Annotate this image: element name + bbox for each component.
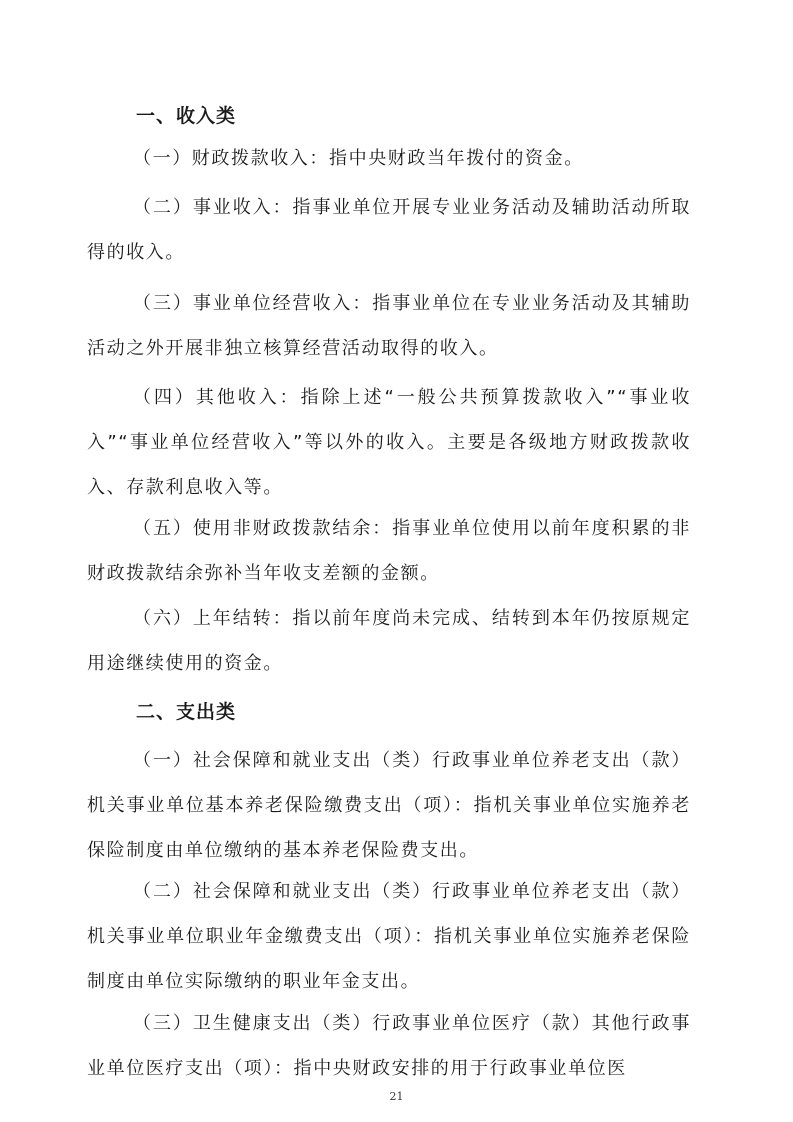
income-paragraph-1: （一）财政拨款收入：指中央财政当年拨付的资金。 <box>133 148 584 169</box>
income-paragraph-3: （三）事业单位经营收入：指事业单位在专业业务活动及其辅助活动之外开展非独立核算经营活动取得的收入。 <box>87 293 691 359</box>
section-heading-income: 一、收入类 <box>136 105 237 127</box>
expenditure-paragraph-3: （三）卫生健康支出（类）行政事业单位医疗（款）其他行政事业单位医疗支出（项）：指中央财政安排的用于行政事业单位医 <box>87 1013 691 1079</box>
section-heading-expenditure: 二、支出类 <box>136 701 237 723</box>
income-paragraph-5: （五）使用非财政拨款结余：指事业单位使用以前年度积累的非财政拨款结余弥补当年收支差额的金额。 <box>87 518 691 584</box>
income-paragraph-4: （四）其他收入：指除上述“一般公共预算拨款收入”“事业收入”“事业单位经营收入”等以外的收入。主要是各级地方财政拨款收入、存款利息收入等。 <box>87 387 691 498</box>
expenditure-paragraph-2: （二）社会保障和就业支出（类）行政事业单位养老支出（款）机关事业单位职业年金缴费支出（项）：指机关事业单位实施养老保险制度由单位实际缴纳的职业年金支出。 <box>87 881 691 992</box>
income-paragraph-6: （六）上年结转：指以前年度尚未完成、结转到本年仍按原规定用途继续使用的资金。 <box>87 608 691 674</box>
page-number: 21 <box>389 1090 404 1103</box>
expenditure-paragraph-1: （一）社会保障和就业支出（类）行政事业单位养老支出（款）机关事业单位基本养老保险缴费支出（项）：指机关事业单位实施养老保险制度由单位缴纳的基本养老保险费支出。 <box>87 750 691 861</box>
income-paragraph-2: （二）事业收入：指事业单位开展专业业务活动及辅助活动所取得的收入。 <box>87 197 691 263</box>
